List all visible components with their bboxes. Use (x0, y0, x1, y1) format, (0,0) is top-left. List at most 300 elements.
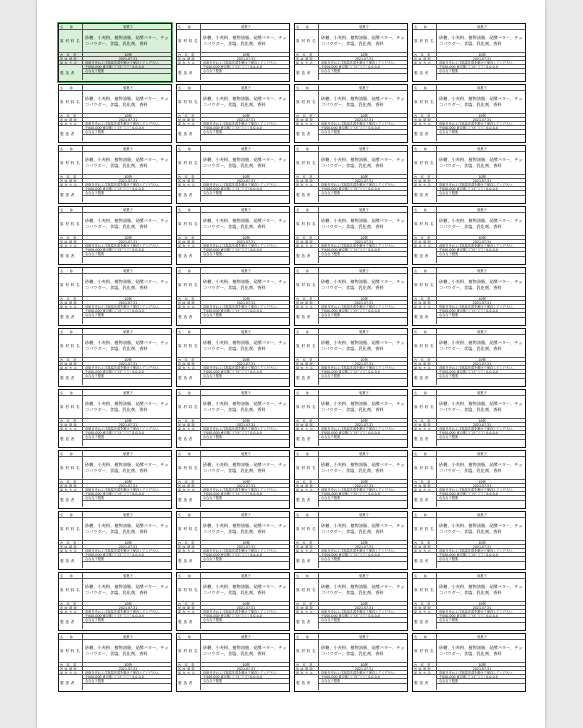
address-line[interactable]: 〒000-000 東京都〇〇区〇〇〇 0-0-0-0 (83, 675, 171, 679)
expiry-value[interactable]: 2021.07.31 (83, 606, 171, 610)
ingredients-value[interactable]: 砂糖、小麦粉、植物油脂、発酵バター、チョコパウダー、食塩、乳化剤、香料 (201, 518, 289, 541)
company-name[interactable]: ななな下製菓 (201, 252, 289, 257)
expiry-value[interactable]: 2021.07.31 (319, 57, 407, 61)
product-name[interactable]: 焼菓子 (437, 24, 525, 30)
product-name[interactable]: 焼菓子 (437, 451, 525, 457)
ingredients-value[interactable]: 砂糖、小麦粉、植物油脂、発酵バター、チョコパウダー、食塩、乳化剤、香料 (437, 30, 525, 53)
product-name[interactable]: 焼菓子 (201, 329, 289, 335)
food-label[interactable] (58, 267, 172, 326)
company-name[interactable]: ななな下製菓 (319, 374, 407, 379)
expiry-value[interactable]: 2021.07.31 (319, 667, 407, 671)
address-line[interactable]: 〒000-000 東京都〇〇区〇〇〇 0-0-0-0 (437, 309, 525, 313)
company-name[interactable]: ななな下製菓 (319, 313, 407, 318)
address-line[interactable]: 〒000-000 東京都〇〇区〇〇〇 0-0-0-0 (83, 187, 171, 191)
storage-value[interactable]: 直射日光および高温多湿を避けて保存してください。 (319, 488, 407, 492)
company-name[interactable]: ななな下製菓 (83, 435, 171, 440)
storage-value[interactable]: 直射日光および高温多湿を避けて保存してください。 (319, 61, 407, 65)
product-name[interactable]: 焼菓子 (437, 329, 525, 335)
address-line[interactable]: 〒000-000 東京都〇〇区〇〇〇 0-0-0-0 (437, 126, 525, 130)
product-name[interactable]: 焼菓子 (437, 634, 525, 640)
quantity-value[interactable]: 10個 (201, 53, 289, 57)
ingredients-value[interactable]: 砂糖、小麦粉、植物油脂、発酵バター、チョコパウダー、食塩、乳化剤、香料 (83, 579, 171, 602)
address-line[interactable]: 〒000-000 東京都〇〇区〇〇〇 0-0-0-0 (319, 553, 407, 557)
company-name[interactable]: ななな下製菓 (437, 69, 525, 74)
address-line[interactable]: 〒000-000 東京都〇〇区〇〇〇 0-0-0-0 (319, 65, 407, 69)
quantity-value[interactable]: 10個 (83, 175, 171, 179)
food-label[interactable] (294, 145, 408, 204)
product-name[interactable]: 焼菓子 (319, 390, 407, 396)
quantity-value[interactable]: 10個 (83, 297, 171, 301)
expiry-value[interactable]: 2021.07.31 (201, 240, 289, 244)
product-name[interactable]: 焼菓子 (83, 390, 171, 396)
ingredients-value[interactable]: 砂糖、小麦粉、植物油脂、発酵バター、チョコパウダー、食塩、乳化剤、香料 (201, 30, 289, 53)
ingredients-value[interactable]: 砂糖、小麦粉、植物油脂、発酵バター、チョコパウダー、食塩、乳化剤、香料 (437, 152, 525, 175)
company-name[interactable]: ななな下製菓 (437, 557, 525, 562)
quantity-value[interactable]: 10個 (437, 358, 525, 362)
company-name[interactable]: ななな下製菓 (437, 496, 525, 501)
ingredients-value[interactable]: 砂糖、小麦粉、植物油脂、発酵バター、チョコパウダー、食塩、乳化剤、香料 (319, 274, 407, 297)
company-name[interactable]: ななな下製菓 (319, 679, 407, 684)
quantity-value[interactable]: 10個 (437, 602, 525, 606)
ingredients-value[interactable]: 砂糖、小麦粉、植物油脂、発酵バター、チョコパウダー、食塩、乳化剤、香料 (437, 640, 525, 663)
company-name[interactable]: ななな下製菓 (83, 191, 171, 196)
quantity-value[interactable]: 10個 (83, 663, 171, 667)
expiry-value[interactable]: 2021.07.31 (319, 240, 407, 244)
quantity-value[interactable]: 10個 (319, 114, 407, 118)
quantity-value[interactable]: 10個 (437, 53, 525, 57)
company-name[interactable]: ななな下製菓 (201, 69, 289, 74)
quantity-value[interactable]: 10個 (83, 358, 171, 362)
food-label[interactable] (176, 450, 290, 509)
expiry-value[interactable]: 2021.07.31 (201, 423, 289, 427)
ingredients-value[interactable]: 砂糖、小麦粉、植物油脂、発酵バター、チョコパウダー、食塩、乳化剤、香料 (201, 335, 289, 358)
address-line[interactable]: 〒000-000 東京都〇〇区〇〇〇 0-0-0-0 (437, 65, 525, 69)
address-line[interactable]: 〒000-000 東京都〇〇区〇〇〇 0-0-0-0 (437, 553, 525, 557)
storage-value[interactable]: 直射日光および高温多湿を避けて保存してください。 (319, 305, 407, 309)
address-line[interactable]: 〒000-000 東京都〇〇区〇〇〇 0-0-0-0 (319, 248, 407, 252)
company-name[interactable]: ななな下製菓 (201, 496, 289, 501)
address-line[interactable]: 〒000-000 東京都〇〇区〇〇〇 0-0-0-0 (83, 431, 171, 435)
address-line[interactable]: 〒000-000 東京都〇〇区〇〇〇 0-0-0-0 (319, 431, 407, 435)
product-name[interactable]: 焼菓子 (437, 207, 525, 213)
product-name[interactable]: 焼菓子 (201, 573, 289, 579)
address-line[interactable]: 〒000-000 東京都〇〇区〇〇〇 0-0-0-0 (201, 126, 289, 130)
product-name[interactable]: 焼菓子 (83, 268, 171, 274)
company-name[interactable]: ななな下製菓 (201, 557, 289, 562)
food-label[interactable] (294, 572, 408, 631)
storage-value[interactable]: 直射日光および高温多湿を避けて保存してください。 (319, 427, 407, 431)
storage-value[interactable]: 直射日光および高温多湿を避けて保存してください。 (201, 488, 289, 492)
food-label[interactable] (176, 511, 290, 570)
storage-value[interactable]: 直射日光および高温多湿を避けて保存してください。 (437, 244, 525, 248)
storage-value[interactable]: 直射日光および高温多湿を避けて保存してください。 (83, 305, 171, 309)
ingredients-value[interactable]: 砂糖、小麦粉、植物油脂、発酵バター、チョコパウダー、食塩、乳化剤、香料 (437, 335, 525, 358)
quantity-value[interactable]: 10個 (201, 663, 289, 667)
food-label[interactable] (412, 389, 526, 448)
company-name[interactable]: ななな下製菓 (201, 130, 289, 135)
quantity-value[interactable]: 10個 (319, 297, 407, 301)
food-label[interactable] (176, 206, 290, 265)
ingredients-value[interactable]: 砂糖、小麦粉、植物油脂、発酵バター、チョコパウダー、食塩、乳化剤、香料 (83, 335, 171, 358)
company-name[interactable]: ななな下製菓 (201, 191, 289, 196)
product-name[interactable]: 焼菓子 (201, 451, 289, 457)
storage-value[interactable]: 直射日光および高温多湿を避けて保存してください。 (319, 122, 407, 126)
address-line[interactable]: 〒000-000 東京都〇〇区〇〇〇 0-0-0-0 (201, 675, 289, 679)
storage-value[interactable]: 直射日光および高温多湿を避けて保存してください。 (83, 671, 171, 675)
ingredients-value[interactable]: 砂糖、小麦粉、植物油脂、発酵バター、チョコパウダー、食塩、乳化剤、香料 (319, 579, 407, 602)
quantity-value[interactable]: 10個 (83, 53, 171, 57)
company-name[interactable]: ななな下製菓 (319, 191, 407, 196)
ingredients-value[interactable]: 砂糖、小麦粉、植物油脂、発酵バター、チョコパウダー、食塩、乳化剤、香料 (83, 152, 171, 175)
company-name[interactable]: ななな下製菓 (437, 313, 525, 318)
storage-value[interactable]: 直射日光および高温多湿を避けて保存してください。 (319, 610, 407, 614)
storage-value[interactable]: 直射日光および高温多湿を避けて保存してください。 (83, 244, 171, 248)
address-line[interactable]: 〒000-000 東京都〇〇区〇〇〇 0-0-0-0 (83, 126, 171, 130)
ingredients-value[interactable]: 砂糖、小麦粉、植物油脂、発酵バター、チョコパウダー、食塩、乳化剤、香料 (319, 335, 407, 358)
expiry-value[interactable]: 2021.07.31 (83, 301, 171, 305)
ingredients-value[interactable]: 砂糖、小麦粉、植物油脂、発酵バター、チョコパウダー、食塩、乳化剤、香料 (201, 152, 289, 175)
ingredients-value[interactable]: 砂糖、小麦粉、植物油脂、発酵バター、チョコパウダー、食塩、乳化剤、香料 (83, 213, 171, 236)
storage-value[interactable]: 直射日光および高温多湿を避けて保存してください。 (437, 610, 525, 614)
quantity-value[interactable]: 10個 (437, 297, 525, 301)
product-name[interactable]: 焼菓子 (201, 85, 289, 91)
expiry-value[interactable]: 2021.07.31 (201, 484, 289, 488)
storage-value[interactable]: 直射日光および高温多湿を避けて保存してください。 (83, 488, 171, 492)
product-name[interactable]: 焼菓子 (319, 634, 407, 640)
expiry-value[interactable]: 2021.07.31 (319, 484, 407, 488)
storage-value[interactable]: 直射日光および高温多湿を避けて保存してください。 (83, 427, 171, 431)
quantity-value[interactable]: 10個 (201, 480, 289, 484)
food-label[interactable] (58, 511, 172, 570)
address-line[interactable]: 〒000-000 東京都〇〇区〇〇〇 0-0-0-0 (201, 492, 289, 496)
address-line[interactable]: 〒000-000 東京都〇〇区〇〇〇 0-0-0-0 (319, 492, 407, 496)
food-label[interactable] (58, 633, 172, 692)
food-label[interactable] (412, 145, 526, 204)
company-name[interactable]: ななな下製菓 (319, 252, 407, 257)
address-line[interactable]: 〒000-000 東京都〇〇区〇〇〇 0-0-0-0 (319, 187, 407, 191)
storage-value[interactable]: 直射日光および高温多湿を避けて保存してください。 (201, 183, 289, 187)
expiry-value[interactable]: 2021.07.31 (437, 423, 525, 427)
food-label[interactable] (294, 84, 408, 143)
product-name[interactable]: 焼菓子 (201, 390, 289, 396)
storage-value[interactable]: 直射日光および高温多湿を避けて保存してください。 (201, 427, 289, 431)
storage-value[interactable]: 直射日光および高温多湿を避けて保存してください。 (201, 244, 289, 248)
food-label[interactable] (412, 206, 526, 265)
quantity-value[interactable]: 10個 (319, 541, 407, 545)
expiry-value[interactable]: 2021.07.31 (83, 118, 171, 122)
company-name[interactable]: ななな下製菓 (437, 435, 525, 440)
quantity-value[interactable]: 10個 (83, 541, 171, 545)
company-name[interactable]: ななな下製菓 (83, 557, 171, 562)
company-name[interactable]: ななな下製菓 (83, 252, 171, 257)
address-line[interactable]: 〒000-000 東京都〇〇区〇〇〇 0-0-0-0 (201, 431, 289, 435)
company-name[interactable]: ななな下製菓 (437, 618, 525, 623)
product-name[interactable]: 焼菓子 (319, 573, 407, 579)
expiry-value[interactable]: 2021.07.31 (83, 545, 171, 549)
storage-value[interactable]: 直射日光および高温多湿を避けて保存してください。 (437, 366, 525, 370)
quantity-value[interactable]: 10個 (201, 358, 289, 362)
storage-value[interactable]: 直射日光および高温多湿を避けて保存してください。 (201, 61, 289, 65)
quantity-value[interactable]: 10個 (437, 480, 525, 484)
expiry-value[interactable]: 2021.07.31 (83, 362, 171, 366)
storage-value[interactable]: 直射日光および高温多湿を避けて保存してください。 (83, 366, 171, 370)
address-line[interactable]: 〒000-000 東京都〇〇区〇〇〇 0-0-0-0 (437, 431, 525, 435)
storage-value[interactable]: 直射日光および高温多湿を避けて保存してください。 (319, 671, 407, 675)
food-label[interactable] (412, 328, 526, 387)
quantity-value[interactable]: 10個 (83, 236, 171, 240)
food-label[interactable] (176, 145, 290, 204)
ingredients-value[interactable]: 砂糖、小麦粉、植物油脂、発酵バター、チョコパウダー、食塩、乳化剤、香料 (83, 640, 171, 663)
address-line[interactable]: 〒000-000 東京都〇〇区〇〇〇 0-0-0-0 (437, 370, 525, 374)
food-label[interactable] (412, 572, 526, 631)
expiry-value[interactable]: 2021.07.31 (319, 423, 407, 427)
storage-value[interactable]: 直射日光および高温多湿を避けて保存してください。 (83, 122, 171, 126)
company-name[interactable]: ななな下製菓 (319, 130, 407, 135)
product-name[interactable]: 焼菓子 (319, 268, 407, 274)
ingredients-value[interactable]: 砂糖、小麦粉、植物油脂、発酵バター、チョコパウダー、食塩、乳化剤、香料 (437, 579, 525, 602)
address-line[interactable]: 〒000-000 東京都〇〇区〇〇〇 0-0-0-0 (319, 309, 407, 313)
product-name[interactable]: 焼菓子 (437, 268, 525, 274)
ingredients-value[interactable]: 砂糖、小麦粉、植物油脂、発酵バター、チョコパウダー、食塩、乳化剤、香料 (83, 91, 171, 114)
quantity-value[interactable]: 10個 (201, 602, 289, 606)
food-label[interactable] (294, 633, 408, 692)
company-name[interactable]: ななな下製菓 (201, 435, 289, 440)
ingredients-value[interactable]: 砂糖、小麦粉、植物油脂、発酵バター、チョコパウダー、食塩、乳化剤、香料 (319, 152, 407, 175)
ingredients-value[interactable]: 砂糖、小麦粉、植物油脂、発酵バター、チョコパウダー、食塩、乳化剤、香料 (83, 274, 171, 297)
ingredients-value[interactable]: 砂糖、小麦粉、植物油脂、発酵バター、チョコパウダー、食塩、乳化剤、香料 (437, 91, 525, 114)
quantity-value[interactable]: 10個 (319, 175, 407, 179)
company-name[interactable]: ななな下製菓 (201, 618, 289, 623)
storage-value[interactable]: 直射日光および高温多湿を避けて保存してください。 (83, 610, 171, 614)
food-label[interactable] (176, 267, 290, 326)
food-label[interactable] (58, 206, 172, 265)
company-name[interactable]: ななな下製菓 (201, 313, 289, 318)
ingredients-value[interactable]: 砂糖、小麦粉、植物油脂、発酵バター、チョコパウダー、食塩、乳化剤、香料 (319, 518, 407, 541)
food-label[interactable] (294, 206, 408, 265)
food-label[interactable] (412, 23, 526, 82)
address-line[interactable]: 〒000-000 東京都〇〇区〇〇〇 0-0-0-0 (83, 614, 171, 618)
product-name[interactable]: 焼菓子 (201, 207, 289, 213)
food-label[interactable] (58, 450, 172, 509)
product-name[interactable]: 焼菓子 (319, 329, 407, 335)
storage-value[interactable]: 直射日光および高温多湿を避けて保存してください。 (437, 305, 525, 309)
product-name[interactable]: 焼菓子 (83, 85, 171, 91)
storage-value[interactable]: 直射日光および高温多湿を避けて保存してください。 (201, 122, 289, 126)
storage-value[interactable]: 直射日光および高温多湿を避けて保存してください。 (83, 61, 171, 65)
product-name[interactable]: 焼菓子 (437, 390, 525, 396)
company-name[interactable]: ななな下製菓 (437, 130, 525, 135)
company-name[interactable]: ななな下製菓 (83, 496, 171, 501)
food-label[interactable] (58, 389, 172, 448)
expiry-value[interactable]: 2021.07.31 (319, 118, 407, 122)
food-label[interactable] (294, 511, 408, 570)
ingredients-value[interactable]: 砂糖、小麦粉、植物油脂、発酵バター、チョコパウダー、食塩、乳化剤、香料 (319, 30, 407, 53)
address-line[interactable]: 〒000-000 東京都〇〇区〇〇〇 0-0-0-0 (437, 248, 525, 252)
ingredients-value[interactable]: 砂糖、小麦粉、植物油脂、発酵バター、チョコパウダー、食塩、乳化剤、香料 (201, 396, 289, 419)
storage-value[interactable]: 直射日光および高温多湿を避けて保存してください。 (437, 183, 525, 187)
ingredients-value[interactable]: 砂糖、小麦粉、植物油脂、発酵バター、チョコパウダー、食塩、乳化剤、香料 (437, 274, 525, 297)
quantity-value[interactable]: 10個 (83, 419, 171, 423)
quantity-value[interactable]: 10個 (437, 541, 525, 545)
ingredients-value[interactable]: 砂糖、小麦粉、植物油脂、発酵バター、チョコパウダー、食塩、乳化剤、香料 (319, 91, 407, 114)
expiry-value[interactable]: 2021.07.31 (201, 179, 289, 183)
address-line[interactable]: 〒000-000 東京都〇〇区〇〇〇 0-0-0-0 (83, 492, 171, 496)
company-name[interactable]: ななな下製菓 (437, 374, 525, 379)
ingredients-value[interactable]: 砂糖、小麦粉、植物油脂、発酵バター、チョコパウダー、食塩、乳化剤、香料 (437, 396, 525, 419)
expiry-value[interactable]: 2021.07.31 (437, 118, 525, 122)
ingredients-value[interactable]: 砂糖、小麦粉、植物油脂、発酵バター、チョコパウダー、食塩、乳化剤、香料 (319, 640, 407, 663)
expiry-value[interactable]: 2021.07.31 (201, 545, 289, 549)
ingredients-value[interactable]: 砂糖、小麦粉、植物油脂、発酵バター、チョコパウダー、食塩、乳化剤、香料 (319, 396, 407, 419)
address-line[interactable]: 〒000-000 東京都〇〇区〇〇〇 0-0-0-0 (83, 309, 171, 313)
storage-value[interactable]: 直射日光および高温多湿を避けて保存してください。 (437, 488, 525, 492)
product-name[interactable]: 焼菓子 (201, 512, 289, 518)
expiry-value[interactable]: 2021.07.31 (83, 423, 171, 427)
company-name[interactable]: ななな下製菓 (201, 679, 289, 684)
storage-value[interactable]: 直射日光および高温多湿を避けて保存してください。 (201, 366, 289, 370)
ingredients-value[interactable]: 砂糖、小麦粉、植物油脂、発酵バター、チョコパウダー、食塩、乳化剤、香料 (319, 213, 407, 236)
food-label[interactable] (294, 450, 408, 509)
food-label[interactable] (294, 328, 408, 387)
product-name[interactable]: 焼菓子 (319, 451, 407, 457)
expiry-value[interactable]: 2021.07.31 (437, 545, 525, 549)
quantity-value[interactable]: 10個 (319, 236, 407, 240)
food-label[interactable] (176, 84, 290, 143)
product-name[interactable]: 焼菓子 (83, 512, 171, 518)
storage-value[interactable]: 直射日光および高温多湿を避けて保存してください。 (201, 549, 289, 553)
address-line[interactable]: 〒000-000 東京都〇〇区〇〇〇 0-0-0-0 (201, 248, 289, 252)
quantity-value[interactable]: 10個 (201, 419, 289, 423)
product-name[interactable]: 焼菓子 (319, 24, 407, 30)
storage-value[interactable]: 直射日光および高温多湿を避けて保存してください。 (319, 244, 407, 248)
storage-value[interactable]: 直射日光および高温多湿を避けて保存してください。 (437, 427, 525, 431)
quantity-value[interactable]: 10個 (201, 236, 289, 240)
storage-value[interactable]: 直射日光および高温多湿を避けて保存してください。 (319, 183, 407, 187)
product-name[interactable]: 焼菓子 (83, 207, 171, 213)
company-name[interactable]: ななな下製菓 (201, 374, 289, 379)
food-label[interactable] (58, 23, 172, 82)
quantity-value[interactable]: 10個 (201, 175, 289, 179)
storage-value[interactable]: 直射日光および高温多湿を避けて保存してください。 (437, 61, 525, 65)
food-label[interactable] (412, 267, 526, 326)
storage-value[interactable]: 直射日光および高温多湿を避けて保存してください。 (201, 305, 289, 309)
address-line[interactable]: 〒000-000 東京都〇〇区〇〇〇 0-0-0-0 (437, 614, 525, 618)
ingredients-value[interactable]: 砂糖、小麦粉、植物油脂、発酵バター、チョコパウダー、食塩、乳化剤、香料 (201, 457, 289, 480)
address-line[interactable]: 〒000-000 東京都〇〇区〇〇〇 0-0-0-0 (319, 126, 407, 130)
quantity-value[interactable]: 10個 (437, 114, 525, 118)
address-line[interactable]: 〒000-000 東京都〇〇区〇〇〇 0-0-0-0 (201, 370, 289, 374)
address-line[interactable]: 〒000-000 東京都〇〇区〇〇〇 0-0-0-0 (83, 553, 171, 557)
ingredients-value[interactable]: 砂糖、小麦粉、植物油脂、発酵バター、チョコパウダー、食塩、乳化剤、香料 (437, 518, 525, 541)
company-name[interactable]: ななな下製菓 (83, 618, 171, 623)
expiry-value[interactable]: 2021.07.31 (83, 484, 171, 488)
ingredients-value[interactable]: 砂糖、小麦粉、植物油脂、発酵バター、チョコパウダー、食塩、乳化剤、香料 (201, 579, 289, 602)
company-name[interactable]: ななな下製菓 (83, 130, 171, 135)
quantity-value[interactable]: 10個 (83, 114, 171, 118)
expiry-value[interactable]: 2021.07.31 (83, 57, 171, 61)
company-name[interactable]: ななな下製菓 (83, 313, 171, 318)
ingredients-value[interactable]: 砂糖、小麦粉、植物油脂、発酵バター、チョコパウダー、食塩、乳化剤、香料 (201, 213, 289, 236)
expiry-value[interactable]: 2021.07.31 (201, 118, 289, 122)
storage-value[interactable]: 直射日光および高温多湿を避けて保存してください。 (437, 122, 525, 126)
ingredients-value[interactable]: 砂糖、小麦粉、植物油脂、発酵バター、チョコパウダー、食塩、乳化剤、香料 (83, 396, 171, 419)
storage-value[interactable]: 直射日光および高温多湿を避けて保存してください。 (319, 549, 407, 553)
storage-value[interactable]: 直射日光および高温多湿を避けて保存してください。 (319, 366, 407, 370)
quantity-value[interactable]: 10個 (437, 175, 525, 179)
company-name[interactable]: ななな下製菓 (83, 69, 171, 74)
quantity-value[interactable]: 10個 (319, 663, 407, 667)
ingredients-value[interactable]: 砂糖、小麦粉、植物油脂、発酵バター、チョコパウダー、食塩、乳化剤、香料 (83, 457, 171, 480)
ingredients-value[interactable]: 砂糖、小麦粉、植物油脂、発酵バター、チョコパウダー、食塩、乳化剤、香料 (201, 91, 289, 114)
product-name[interactable]: 焼菓子 (319, 146, 407, 152)
product-name[interactable]: 焼菓子 (201, 268, 289, 274)
address-line[interactable]: 〒000-000 東京都〇〇区〇〇〇 0-0-0-0 (437, 187, 525, 191)
product-name[interactable]: 焼菓子 (319, 207, 407, 213)
food-label[interactable] (294, 23, 408, 82)
food-label[interactable] (412, 84, 526, 143)
expiry-value[interactable]: 2021.07.31 (201, 362, 289, 366)
food-label[interactable] (176, 633, 290, 692)
quantity-value[interactable]: 10個 (437, 419, 525, 423)
company-name[interactable]: ななな下製菓 (437, 252, 525, 257)
address-line[interactable]: 〒000-000 東京都〇〇区〇〇〇 0-0-0-0 (319, 675, 407, 679)
expiry-value[interactable]: 2021.07.31 (437, 179, 525, 183)
company-name[interactable]: ななな下製菓 (83, 374, 171, 379)
expiry-value[interactable]: 2021.07.31 (437, 667, 525, 671)
food-label[interactable] (176, 389, 290, 448)
address-line[interactable]: 〒000-000 東京都〇〇区〇〇〇 0-0-0-0 (437, 675, 525, 679)
quantity-value[interactable]: 10個 (201, 114, 289, 118)
storage-value[interactable]: 直射日光および高温多湿を避けて保存してください。 (437, 671, 525, 675)
ingredients-value[interactable]: 砂糖、小麦粉、植物油脂、発酵バター、チョコパウダー、食塩、乳化剤、香料 (83, 518, 171, 541)
expiry-value[interactable]: 2021.07.31 (437, 57, 525, 61)
expiry-value[interactable]: 2021.07.31 (437, 240, 525, 244)
address-line[interactable]: 〒000-000 東京都〇〇区〇〇〇 0-0-0-0 (83, 65, 171, 69)
storage-value[interactable]: 直射日光および高温多湿を避けて保存してください。 (83, 183, 171, 187)
expiry-value[interactable]: 2021.07.31 (437, 362, 525, 366)
food-label[interactable] (294, 267, 408, 326)
product-name[interactable]: 焼菓子 (83, 573, 171, 579)
food-label[interactable] (294, 389, 408, 448)
ingredients-value[interactable]: 砂糖、小麦粉、植物油脂、発酵バター、チョコパウダー、食塩、乳化剤、香料 (437, 457, 525, 480)
storage-value[interactable]: 直射日光および高温多湿を避けて保存してください。 (437, 549, 525, 553)
address-line[interactable]: 〒000-000 東京都〇〇区〇〇〇 0-0-0-0 (319, 614, 407, 618)
product-name[interactable]: 焼菓子 (201, 634, 289, 640)
product-name[interactable]: 焼菓子 (83, 24, 171, 30)
company-name[interactable]: ななな下製菓 (437, 191, 525, 196)
product-name[interactable]: 焼菓子 (83, 329, 171, 335)
product-name[interactable]: 焼菓子 (437, 85, 525, 91)
address-line[interactable]: 〒000-000 東京都〇〇区〇〇〇 0-0-0-0 (201, 309, 289, 313)
food-label[interactable] (176, 572, 290, 631)
address-line[interactable]: 〒000-000 東京都〇〇区〇〇〇 0-0-0-0 (437, 492, 525, 496)
expiry-value[interactable]: 2021.07.31 (437, 606, 525, 610)
ingredients-value[interactable]: 砂糖、小麦粉、植物油脂、発酵バター、チョコパウダー、食塩、乳化剤、香料 (437, 213, 525, 236)
quantity-value[interactable]: 10個 (319, 602, 407, 606)
company-name[interactable]: ななな下製菓 (319, 69, 407, 74)
quantity-value[interactable]: 10個 (319, 53, 407, 57)
ingredients-value[interactable]: 砂糖、小麦粉、植物油脂、発酵バター、チョコパウダー、食塩、乳化剤、香料 (201, 640, 289, 663)
address-line[interactable]: 〒000-000 東京都〇〇区〇〇〇 0-0-0-0 (201, 187, 289, 191)
quantity-value[interactable]: 10個 (319, 419, 407, 423)
expiry-value[interactable]: 2021.07.31 (201, 606, 289, 610)
food-label[interactable] (412, 511, 526, 570)
ingredients-value[interactable]: 砂糖、小麦粉、植物油脂、発酵バター、チョコパウダー、食塩、乳化剤、香料 (201, 274, 289, 297)
storage-value[interactable]: 直射日光および高温多湿を避けて保存してください。 (83, 549, 171, 553)
expiry-value[interactable]: 2021.07.31 (319, 362, 407, 366)
expiry-value[interactable]: 2021.07.31 (437, 301, 525, 305)
company-name[interactable]: ななな下製菓 (319, 557, 407, 562)
